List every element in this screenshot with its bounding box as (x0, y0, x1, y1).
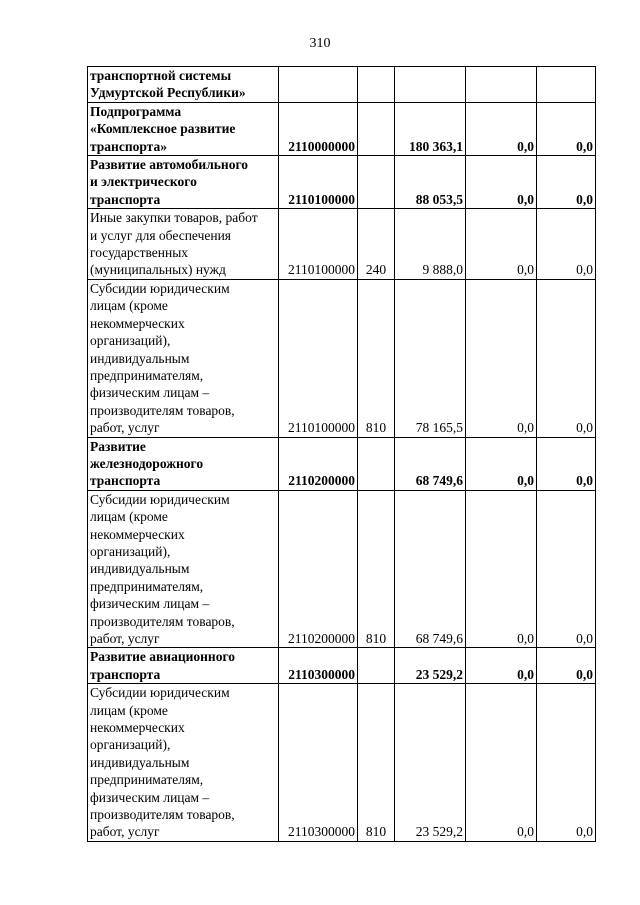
table-row (88, 102, 596, 155)
cell-name (88, 437, 279, 490)
budget-table-body (88, 67, 596, 842)
cell-amount-year2: 0,0 (466, 684, 537, 842)
cell-code: 2110300000 (279, 684, 358, 842)
cell-code: 2110100000 (279, 156, 358, 209)
cell-amount: 88 053,5 (395, 156, 466, 209)
cell-name (88, 648, 279, 684)
cell-expense-type (358, 102, 395, 155)
table-row (88, 648, 596, 684)
cell-amount: 180 363,1 (395, 102, 466, 155)
row-name: Иные закупки товаров, работ и услуг для обеспечения государственных (муниципальных) нужд (90, 210, 258, 278)
cell-amount-year3: 0,0 (537, 279, 596, 437)
cell-name (88, 684, 279, 842)
cell-amount-year2: 0,0 (466, 279, 537, 437)
cell-amount: 78 165,5 (395, 279, 466, 437)
cell-name (88, 279, 279, 437)
table-row (88, 67, 596, 103)
table-row (88, 156, 596, 209)
row-name: Развитие авиационного транспорта (90, 649, 235, 682)
cell-amount (395, 67, 466, 103)
row-name: Подпрограмма «Комплексное развитие транспорта» (90, 103, 236, 154)
row-name: Субсидии юридическим лицам (кроме некоммерческих организаций), индивидуальным предпринимателям, физическим лицам – производителям товаров, работ, услуг (90, 491, 235, 646)
cell-amount-year2: 0,0 (466, 490, 537, 648)
cell-name (88, 156, 279, 209)
table-row (88, 437, 596, 490)
cell-name (88, 490, 279, 648)
cell-expense-type (358, 156, 395, 209)
cell-amount: 23 529,2 (395, 684, 466, 842)
cell-code (279, 67, 358, 103)
cell-code: 2110100000 (279, 279, 358, 437)
cell-amount-year3: 0,0 (537, 648, 596, 684)
cell-amount-year2: 0,0 (466, 648, 537, 684)
cell-amount-year2 (466, 67, 537, 103)
cell-code: 2110200000 (279, 490, 358, 648)
cell-amount: 23 529,2 (395, 648, 466, 684)
table-row (88, 490, 596, 648)
cell-amount-year2: 0,0 (466, 156, 537, 209)
cell-amount-year3: 0,0 (537, 490, 596, 648)
cell-amount-year3: 0,0 (537, 156, 596, 209)
cell-amount: 9 888,0 (395, 209, 466, 280)
cell-amount: 68 749,6 (395, 490, 466, 648)
row-name: Субсидии юридическим лицам (кроме некоммерческих организаций), индивидуальным предпринимателям, физическим лицам – производителям товаров, работ, услуг (90, 685, 235, 840)
cell-expense-type (358, 67, 395, 103)
cell-code: 2110100000 (279, 209, 358, 280)
table-row (88, 684, 596, 842)
table-row (88, 209, 596, 280)
cell-name (88, 102, 279, 155)
page-number: 310 (309, 36, 331, 51)
row-name: Субсидии юридическим лицам (кроме некоммерческих организаций), индивидуальным предпринимателям, физическим лицам – производителям товаров, работ, услуг (90, 280, 235, 436)
row-name: транспортной системы Удмуртской Республики» (90, 68, 246, 101)
cell-code: 2110300000 (279, 648, 358, 684)
cell-expense-type (358, 648, 395, 684)
cell-amount-year3: 0,0 (537, 102, 596, 155)
cell-amount-year2: 0,0 (466, 102, 537, 155)
cell-name (88, 209, 279, 280)
cell-amount-year3: 0,0 (537, 209, 596, 280)
cell-amount-year3: 0,0 (537, 437, 596, 490)
cell-code: 2110000000 (279, 102, 358, 155)
cell-amount-year3 (537, 67, 596, 103)
cell-expense-type (358, 437, 395, 490)
row-name: Развитие автомобильного и электрического транспорта (90, 157, 248, 207)
cell-expense-type: 810 (358, 279, 395, 437)
cell-code: 2110200000 (279, 437, 358, 490)
cell-amount-year3: 0,0 (537, 684, 596, 842)
cell-amount-year2: 0,0 (466, 437, 537, 490)
row-name: Развитие железнодорожного транспорта (90, 438, 204, 489)
cell-amount: 68 749,6 (395, 437, 466, 490)
cell-name (88, 67, 279, 103)
cell-expense-type: 240 (358, 209, 395, 280)
cell-amount-year2: 0,0 (466, 209, 537, 280)
cell-expense-type: 810 (358, 490, 395, 648)
cell-expense-type: 810 (358, 684, 395, 842)
table-row (88, 279, 596, 437)
budget-table (87, 66, 596, 842)
